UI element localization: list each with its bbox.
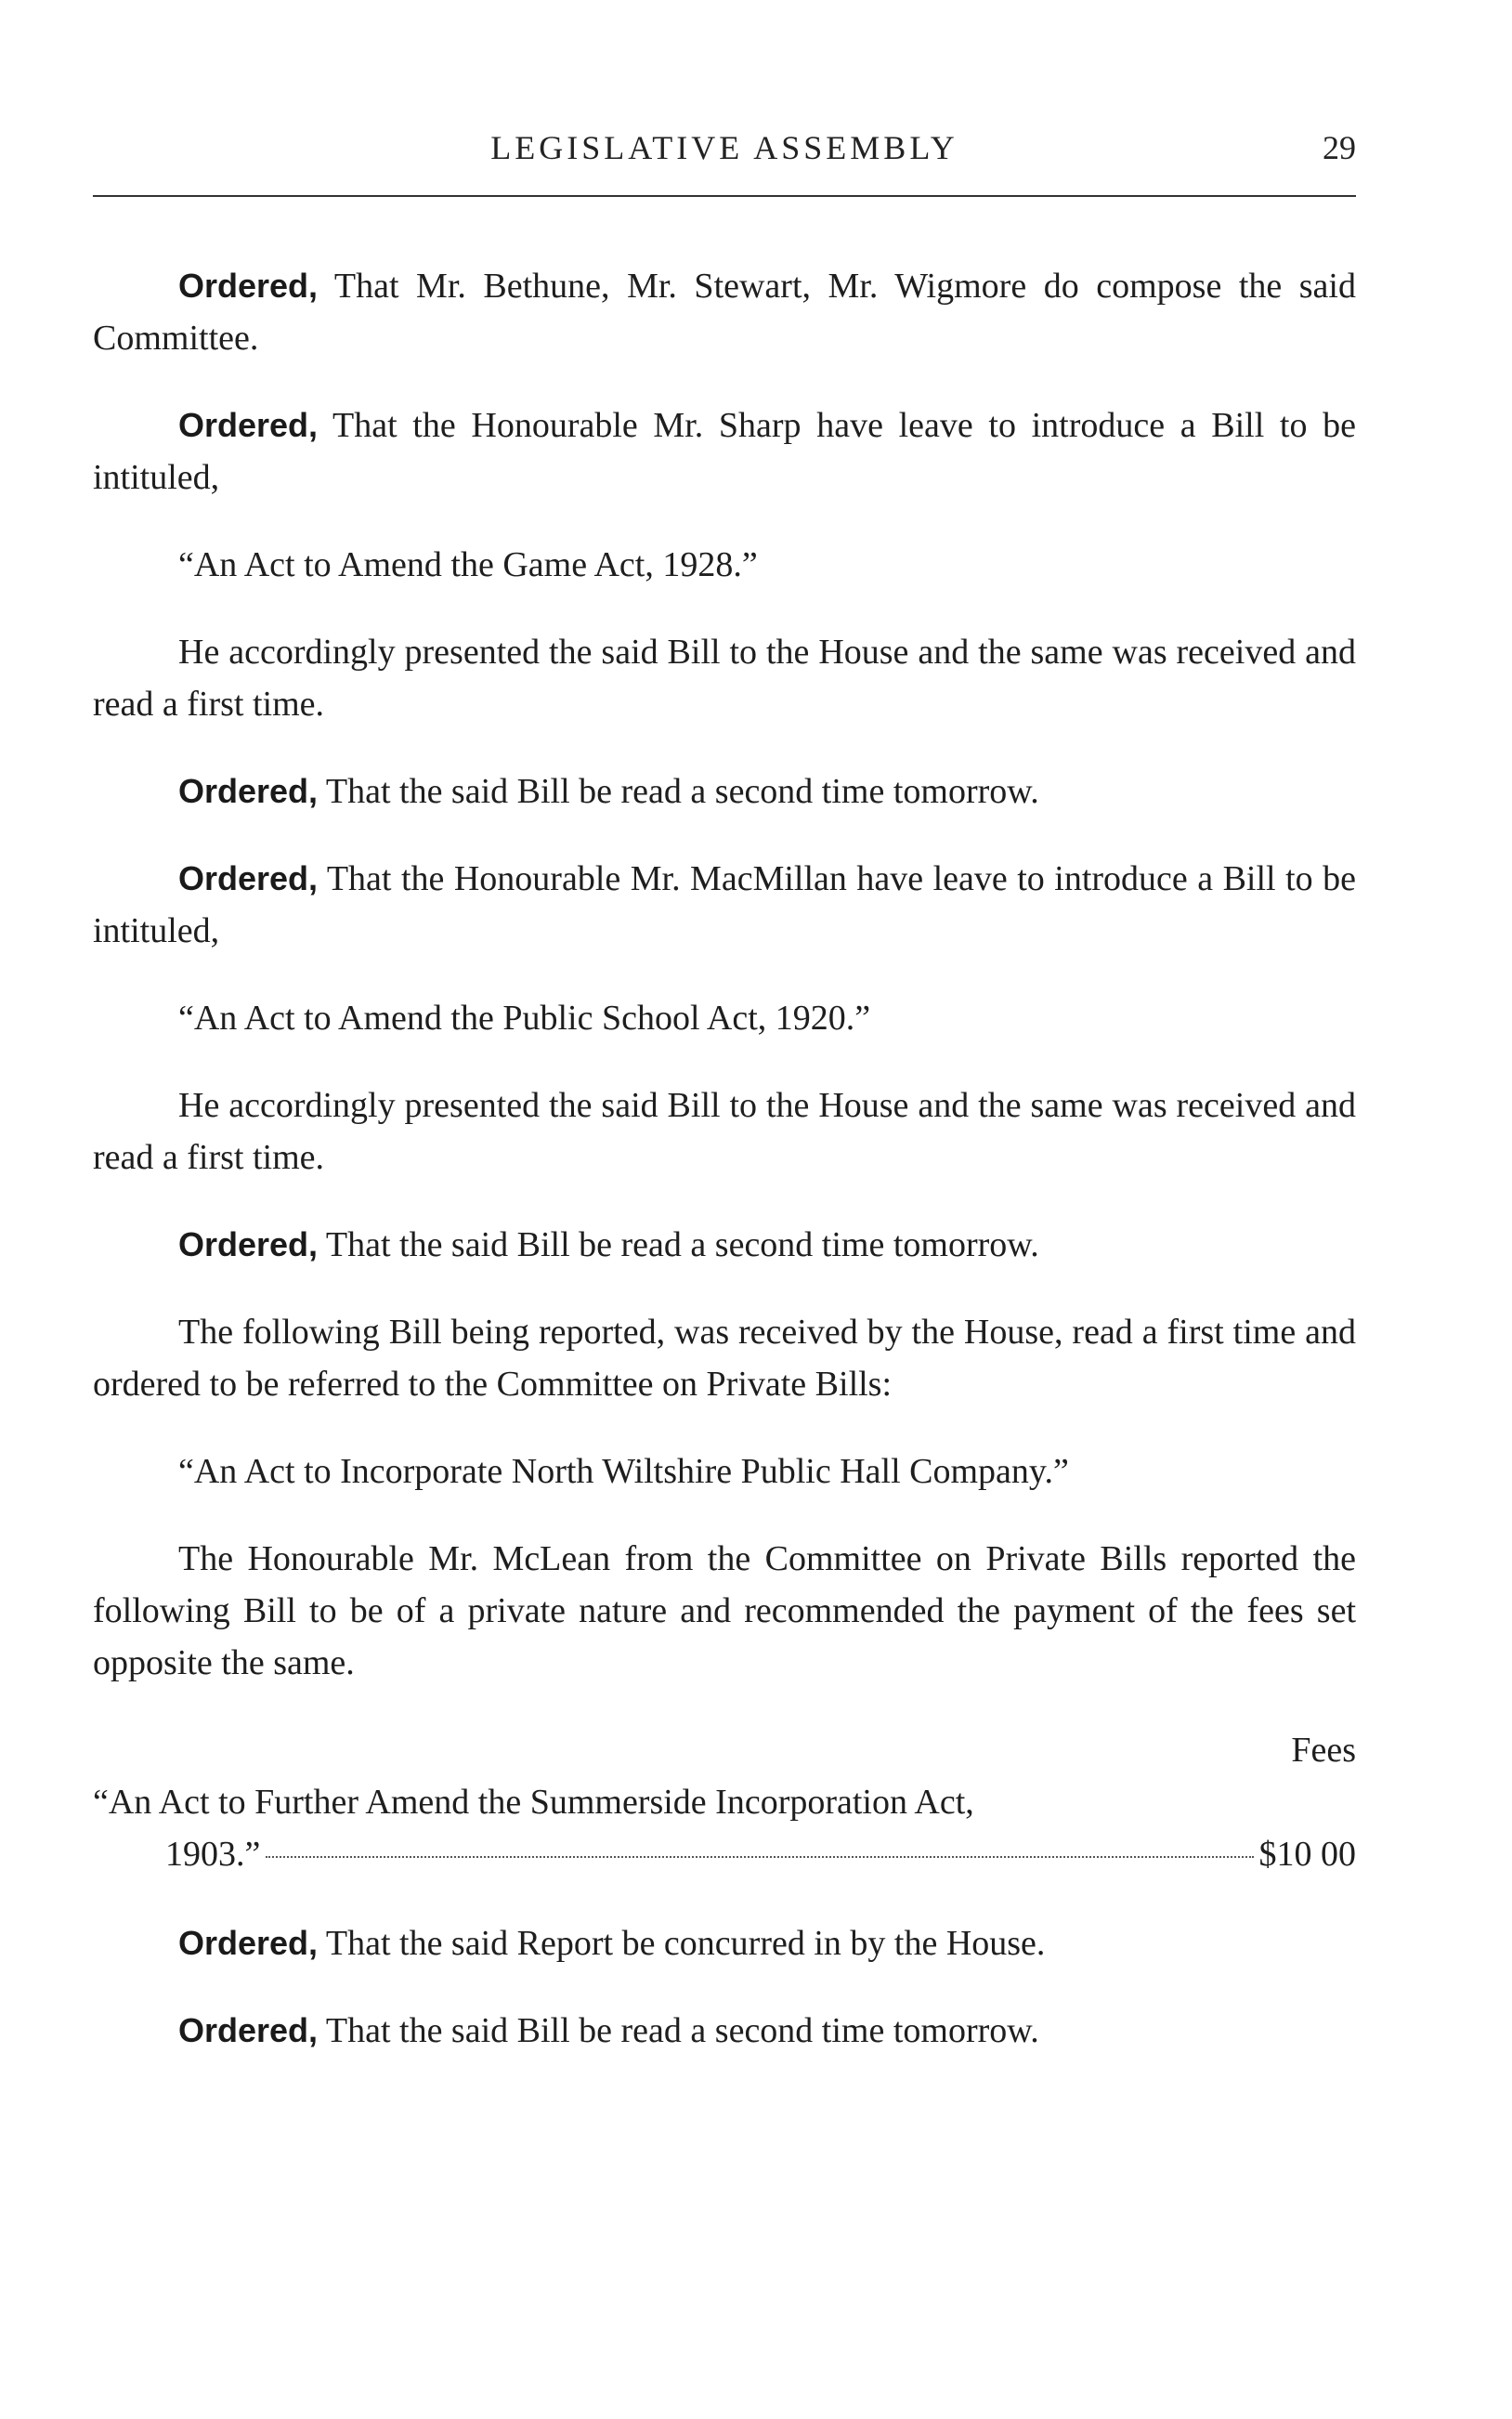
fees-column-header: Fees [1291, 1731, 1356, 1770]
running-head [93, 128, 1356, 175]
paragraph [93, 1533, 1356, 1689]
paragraph-lead: Ordered, [178, 267, 319, 305]
paragraph [93, 260, 1356, 364]
paragraph [93, 1079, 1356, 1183]
paragraph [93, 1219, 1356, 1271]
paragraph-text: That Mr. Bethune, Mr. Stewart, Mr. Wigmore do compose the said Committee. [93, 267, 1356, 358]
paragraph [93, 626, 1356, 730]
bill-title [93, 539, 1356, 591]
fees-amount: $10 00 [1258, 1835, 1356, 1874]
paragraph-text: He accordingly presented the said Bill to the House and the same was received and read a first time. [93, 1086, 1356, 1177]
fees-schedule [93, 1724, 1356, 1880]
paragraph-text: That the said Bill be read a second time tomorrow. [325, 1225, 1039, 1264]
body-text [93, 260, 1356, 2092]
paragraph-lead: Ordered, [178, 2011, 319, 2049]
bill-title [93, 1445, 1356, 1497]
paragraph-text: The following Bill being reported, was received by the House, read a first time and ordered to be referred to the Committee on Private Bills: [93, 1313, 1356, 1404]
paragraph [93, 853, 1356, 957]
paragraph-text: That the said Bill be read a second time tomorrow. [325, 2011, 1039, 2050]
paragraph [93, 1917, 1356, 1969]
page-number: 29 [1323, 129, 1356, 166]
fees-bill-year: 1903.” [165, 1835, 261, 1874]
paragraph-text: That the Honourable Mr. MacMillan have leave to introduce a Bill to be intituled, [93, 859, 1356, 950]
paragraph [93, 765, 1356, 817]
fees-bill-title: “An Act to Further Amend the Summerside Incorporation Act, [93, 1783, 974, 1822]
fees-row [93, 1828, 1356, 1880]
bill-title-text: “An Act to Incorporate North Wiltshire Public Hall Company.” [178, 1452, 1069, 1491]
bill-title-text: “An Act to Amend the Game Act, 1928.” [178, 545, 758, 584]
paragraph [93, 2005, 1356, 2057]
dot-leader [266, 1856, 1253, 1858]
paragraph-text: That the said Bill be read a second time tomorrow. [325, 772, 1039, 811]
paragraph-lead: Ordered, [178, 772, 319, 810]
running-title: LEGISLATIVE ASSEMBLY [490, 129, 958, 166]
paragraph-text: That the Honourable Mr. Sharp have leave to introduce a Bill to be intituled, [93, 406, 1356, 497]
header-rule [93, 195, 1356, 197]
paragraph-text: He accordingly presented the said Bill to the House and the same was received and read a first time. [93, 633, 1356, 724]
paragraph [93, 1306, 1356, 1410]
bill-title [93, 992, 1356, 1044]
paragraph-lead: Ordered, [178, 1924, 319, 1962]
paragraph-lead: Ordered, [178, 859, 319, 897]
paragraph-text: The Honourable Mr. McLean from the Committee on Private Bills reported the following Bill to be of a private nature and recommended the payment of the fees set opposite the same. [93, 1539, 1356, 1682]
bill-title-text: “An Act to Amend the Public School Act, 1920.” [178, 999, 871, 1038]
paragraph-lead: Ordered, [178, 406, 319, 444]
paragraph [93, 399, 1356, 503]
paragraph-lead: Ordered, [178, 1225, 319, 1263]
paragraph-text: That the said Report be concurred in by the House. [325, 1924, 1046, 1963]
